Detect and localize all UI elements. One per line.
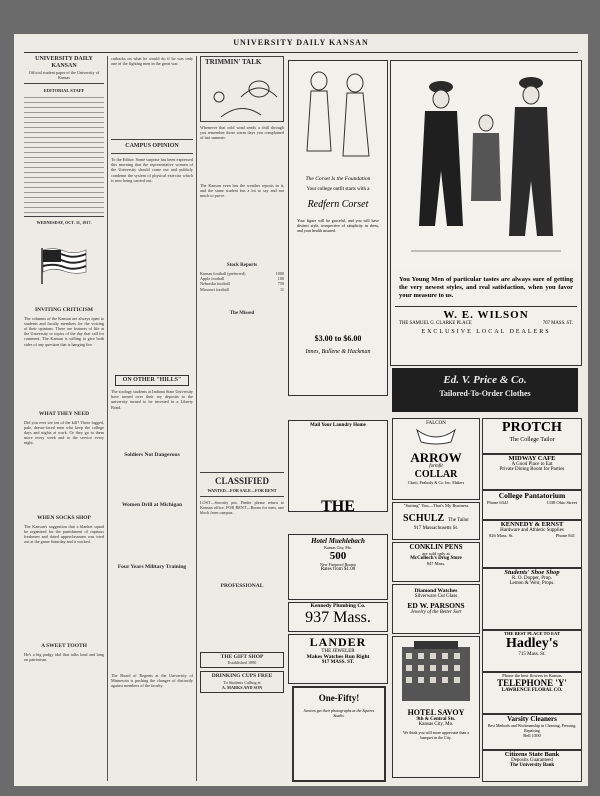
- midway-cafe-ad: [482, 454, 582, 490]
- conklin-addr: 847 Mass.: [426, 561, 446, 566]
- protch-name: PROTCH: [502, 420, 562, 435]
- conklin-shop: McColloch's Drug Store: [410, 556, 462, 561]
- gift-shop-ad: [200, 652, 284, 668]
- shoe-shop-name: Students' Shoe Shop: [504, 569, 560, 576]
- stock-value: 11: [279, 286, 284, 292]
- hardware-ad: [482, 520, 582, 568]
- stock-name: Nebraska football: [200, 281, 230, 287]
- schulz-addr: 917 Massachusetts St.: [413, 526, 459, 531]
- savoy-ad: [392, 636, 480, 778]
- arrow-collar-ad: [392, 418, 480, 500]
- editorial-socks-text: The Kansan's suggestion that a blanket squad be organized for the punishment of captious freshmen and dated upperclassmen was tried out at the game Saturday and it worked.: [24, 523, 104, 545]
- cleaners-name: Varsity Cleaners: [507, 715, 557, 723]
- pantatorium-ad: [482, 490, 582, 520]
- floral-sub: LAWRENCE FLORAL CO.: [501, 688, 563, 693]
- drinking-cups-shop: A. MARKS AND SON: [221, 684, 263, 690]
- editorial-criticism-text: The columns of the Kansan are always open to students and faculty members for the voicing of their opinions. There are features of life at the University or topics of the day that call for comment. The Kansan is willing to give both sides of any question that is hanging fire.: [24, 315, 104, 347]
- women-drill-title: Women Drill at Michigan: [121, 502, 183, 508]
- floral-name: TELEPHONE 'Y': [497, 678, 567, 688]
- professional-title: PROFESSIONAL: [220, 583, 264, 590]
- pantatorium-name: College Pantatorium: [498, 491, 566, 500]
- staff-listing: [24, 95, 104, 213]
- corset-tagline: Your college outfit starts with a: [306, 187, 370, 192]
- campus-opinion-text: To the Editor: Some surprise has been expressed this morning that the representative women of the University should come out and publicly condemn the system of physical exercise which is now being carried out.: [111, 157, 193, 183]
- corset-ad: [288, 60, 388, 396]
- other-hills-text: The zoology students at Indiana State University have turned over their toy deposits to the university turned to be invested in a Liberty Bond.: [111, 389, 193, 410]
- conklin-ad: [392, 542, 480, 582]
- jewelry-line2: Silverware Cut Glass: [414, 594, 458, 599]
- corset-brand: Redfern Corset: [307, 199, 369, 210]
- protch-ad: [482, 418, 582, 454]
- hadley-tag: THE BEST PLACE TO EAT: [504, 631, 560, 636]
- laundry-company: THE: [321, 498, 355, 512]
- muehlebach-ad: [288, 534, 388, 600]
- schulz-sub: The Tailor: [448, 518, 469, 523]
- gift-shop-sub: Established 1890: [227, 660, 257, 666]
- lander-name: LANDER: [309, 635, 367, 649]
- editorial-need-title: WHAT THEY NEED: [38, 410, 90, 417]
- stock-value: 1000: [275, 271, 284, 276]
- bank-ad: [482, 750, 582, 782]
- lander-ad: [288, 634, 388, 684]
- trimmin-talk-cartoon: [200, 56, 284, 122]
- muehlebach-rooms: 500: [329, 550, 347, 562]
- cleaners-phone: Bell 1500: [523, 733, 541, 738]
- cafe-name: MIDWAY CAFE: [508, 455, 556, 462]
- savoy-addr2: Kansas City, Mo.: [418, 722, 454, 727]
- arrow-top: FALCON: [426, 421, 446, 426]
- muehlebach-sub: Kansas City, Mo.: [324, 545, 352, 550]
- arrow-title: ARROW: [410, 450, 462, 465]
- pantatorium-addr: 1338 Ohio Street: [546, 500, 577, 505]
- stock-name: Missouri football: [200, 286, 229, 292]
- drinking-cups-ad: [200, 671, 284, 693]
- feature-text-1: Whenever that cold wind sends a chill through you remember those warm days you complained of last summer.: [200, 125, 284, 141]
- column-opinion: [111, 56, 193, 781]
- hadley-name: Hadley's: [505, 636, 559, 651]
- hadley-ad: [482, 630, 582, 672]
- schulz-tag: "Suiting" You—That's My Business: [403, 503, 469, 508]
- protch-sub: The College Tailor: [509, 437, 555, 443]
- plumbing-ad: [288, 602, 388, 632]
- cleaners-text: Best Methods and Workmanship in Cleaning, Pressing, Repairing: [487, 723, 577, 733]
- cafe-line2: Private Dining Room for Parties: [499, 467, 565, 472]
- shoe-shop-ad: [482, 568, 582, 630]
- hardware-addr: 826 Mass. St.: [489, 533, 514, 538]
- stock-value: 750: [277, 281, 284, 287]
- shoe-shop-text: Lemon & Weir, Props.: [509, 581, 555, 586]
- campus-opinion-title: CAMPUS OPINION: [125, 143, 179, 149]
- collar-icon: [393, 426, 479, 446]
- corset-title: The Corset Is the Foundation: [305, 176, 371, 182]
- price-clothes-ad: [392, 368, 578, 412]
- editorial-need-text: Did you ever see ten of the kill? These fagged, pale, drawn-faced men who keep the college days and nights at work. Or they go to them more every week and to the service every night.: [24, 419, 104, 446]
- editorial-tooth-title: A SWEET TOOTH: [41, 642, 87, 649]
- other-hills-title: ON OTHER "HILLS": [122, 377, 182, 383]
- price-sub: Tailored-To-Order Clothes: [439, 389, 531, 398]
- flag-icon: [39, 246, 89, 284]
- cafe-line1: A Good Place to Eat: [511, 462, 553, 467]
- drinking-cups-title: DRINKING CUPS FREE: [211, 673, 273, 680]
- laundry-ad: [288, 420, 388, 512]
- stock-value: 100: [277, 276, 284, 282]
- editorial-criticism-title: INVITING CRITICISM: [35, 306, 93, 313]
- hotel-building-illustration: [394, 637, 478, 703]
- bank-name: Citizens State Bank: [504, 751, 560, 758]
- muehlebach-name: Hotel Muehlebach: [311, 537, 365, 545]
- stock-row: [200, 287, 284, 292]
- stock-name: Apple football: [200, 276, 225, 282]
- column-editorial: [24, 56, 104, 781]
- corset-price: $3.00 to $6.00: [314, 334, 362, 343]
- hardware-name: KENNEDY & ERNST: [500, 521, 564, 528]
- corset-shop: Innes, Bullene & Hackman: [305, 349, 371, 355]
- lander-text: Makes Watches Run Right: [306, 654, 370, 660]
- bank-sub: The University Bank: [509, 763, 555, 768]
- arrow-sub: formfit: [429, 464, 443, 469]
- plumbing-name: Kennedy Plumbing Co.: [310, 603, 366, 609]
- editorial-tooth-text: He's a big pudgy idol that talks loud and long on patriotism.: [24, 651, 104, 662]
- savoy-text: We think you will more appreciate than a banquet in the City.: [403, 730, 469, 740]
- stock-list: [200, 271, 284, 292]
- hardware-phone: Phone 841: [555, 533, 575, 538]
- editorial-socks-title: WHEN SOCKS SHOP: [37, 514, 91, 521]
- muehlebach-rooms-text: New Fireproof Rooms: [320, 562, 356, 567]
- masthead: UNIVERSITY DAILY KANSAN: [35, 56, 93, 69]
- stock-name: Kansas football (preferred): [200, 271, 246, 276]
- floral-tag: Phone the best flowers in Kansas: [502, 673, 562, 678]
- jewelry-name: ED W. PARSONS: [407, 601, 465, 610]
- cartoon-title: TRIMMIN' TALK: [205, 58, 262, 66]
- conklin-text: are sold only at: [422, 551, 450, 556]
- schulz-name: SCHULZ: [403, 513, 445, 524]
- arrow-word: COLLAR: [414, 469, 458, 480]
- hadley-addr: 715 Mass. St.: [518, 652, 546, 657]
- schulz-ad: [392, 502, 480, 540]
- price-name: Ed. V. Price & Co.: [443, 374, 527, 386]
- military-training-title: Four Years Military Training: [117, 564, 187, 570]
- drinking-cups-text: To Students Calling at: [223, 679, 261, 685]
- one-fifty-ad: [292, 686, 386, 782]
- feature-text-2: The Kansan even has the weather reports in it, and the same student has a lot to say and not much to prove.: [200, 183, 284, 199]
- pantatorium-phone: Phone 634J: [487, 500, 508, 505]
- wilson-sub: THE SAMUEL G. CLARKE PLACE: [399, 321, 472, 326]
- column-features: [200, 56, 284, 781]
- wilson-addr: 707 MASS. ST.: [542, 321, 573, 326]
- wilson-copy: You Young Men of particular tastes are always sure of getting the very newest styles, and real satisfaction, when you favor your measure to us.: [399, 276, 573, 299]
- newspaper-page: [14, 34, 588, 786]
- masthead-sub: Official student paper of the University of Kansas: [28, 70, 100, 81]
- cartoon-drawing: [201, 57, 283, 121]
- bank-text: Deposits Guaranteed: [511, 758, 553, 763]
- jewelry-line1: Diamond Watches: [414, 588, 458, 594]
- page-header: UNIVERSITY DAILY KANSAN: [233, 38, 369, 47]
- corset-figures-illustration: [289, 61, 387, 171]
- stock-heading: Stock Reports: [226, 263, 258, 268]
- parsons-jewelry-ad: [392, 584, 480, 634]
- men-in-suits-illustration: [391, 61, 581, 271]
- wilson-exclusive: EXCLUSIVE LOCAL DEALERS: [421, 329, 551, 335]
- savoy-addr1: 9th & Central Sts.: [416, 717, 456, 722]
- lander-addr: 917 MASS. ST.: [321, 660, 355, 665]
- regents-text: The Board of Regents at the University of Minnesota is pushing the changes of distinctly against members of the faculty.: [111, 673, 193, 689]
- issue-date: WEDNESDAY, OCT. 31, 1917.: [36, 220, 92, 226]
- hardware-text: Hardware and Athletic Supplies: [500, 528, 564, 533]
- shoe-shop-owner: R. O. Dopper, Prop.: [512, 576, 552, 581]
- american-flag: [24, 226, 104, 304]
- one-fifty-text: Seniors get their photographs at the Squires Studio.: [303, 708, 375, 718]
- floral-ad: [482, 672, 582, 714]
- lander-sub: THE JEWELER: [321, 649, 355, 654]
- arrow-maker: Cluett, Peabody & Co. Inc. Makers: [407, 480, 465, 485]
- header-rule: [24, 52, 578, 53]
- soldiers-title: Soldiers Not Dangerous: [124, 452, 180, 458]
- classified-text: LOST—Sorority pin. Finder please return to Kansan office. FOR RENT—Room for men, one block from campus.: [200, 500, 284, 516]
- muehlebach-rate: Rates from $1.00: [320, 567, 356, 572]
- column-top-text: cutbacks on what he would do if he was only one of the fighting men in the great war.: [111, 56, 193, 67]
- staff-heading: EDITORIAL STAFF: [43, 88, 85, 94]
- conklin-title: CONKLIN PENS: [409, 543, 463, 551]
- one-fifty-title: One-Fifty!: [318, 693, 360, 703]
- gift-shop-name: THE GIFT SHOP: [220, 654, 264, 661]
- classified-title: CLASSIFIED: [214, 475, 270, 486]
- corset-text: Your figure will be graceful, and you will have distinct style, irrespective of simplicity in dress, and your health assured.: [297, 218, 379, 233]
- wilson-ad: [390, 60, 582, 366]
- jewelry-sub: Jewelry of the Better Sort: [410, 610, 462, 615]
- wilson-name: W. E. WILSON: [443, 309, 529, 321]
- laundry-title: Mail Your Laundry Home: [310, 423, 366, 428]
- savoy-name: HOTEL SAVOY: [407, 708, 465, 717]
- plumbing-addr: 937 Mass.: [305, 609, 371, 626]
- cleaners-ad: [482, 714, 582, 750]
- classified-sub: WANTED—FOR SALE—FOR RENT: [207, 487, 277, 493]
- missed-heading: The Missed: [229, 310, 255, 316]
